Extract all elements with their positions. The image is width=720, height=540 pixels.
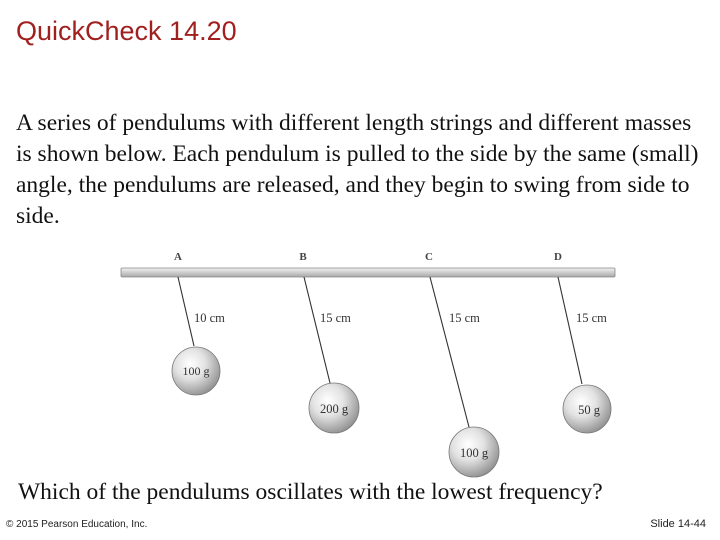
question-text: Which of the pendulums oscillates with the lowest frequency? [18,479,603,505]
support-bar [121,268,615,277]
pendulum-string [430,277,469,427]
pendulum-string [178,277,194,346]
length-label: 15 cm [449,311,480,325]
pendulum-c [425,251,499,477]
length-label: 15 cm [576,311,607,325]
pendulum-letter: A [174,251,182,263]
length-label: 10 cm [194,311,225,325]
pendulum-letter: D [554,251,562,263]
pendulum-d [554,251,611,433]
pendulum-string [558,277,582,384]
mass-label: 50 g [578,403,600,417]
pendulum-letter: C [425,251,433,263]
slide-title: QuickCheck 14.20 [16,16,237,46]
pendulum-string [304,277,330,383]
mass-label: 100 g [459,446,489,460]
copyright-notice: © 2015 Pearson Education, Inc. [6,519,148,530]
slide-number: Slide 14-44 [650,518,706,530]
pendulum-b [299,251,359,433]
mass-label: 200 g [319,402,349,416]
length-label: 15 cm [320,311,351,325]
pendulum-letter: B [299,251,307,263]
slide-body-text: A series of pendulums with different length strings and different masses is shown below. Each pendulum is pulled to the side by the same (small) angle, the pendulums are released, and they begin to swing from side to side. [16,110,699,229]
mass-label: 100 g [182,364,210,378]
